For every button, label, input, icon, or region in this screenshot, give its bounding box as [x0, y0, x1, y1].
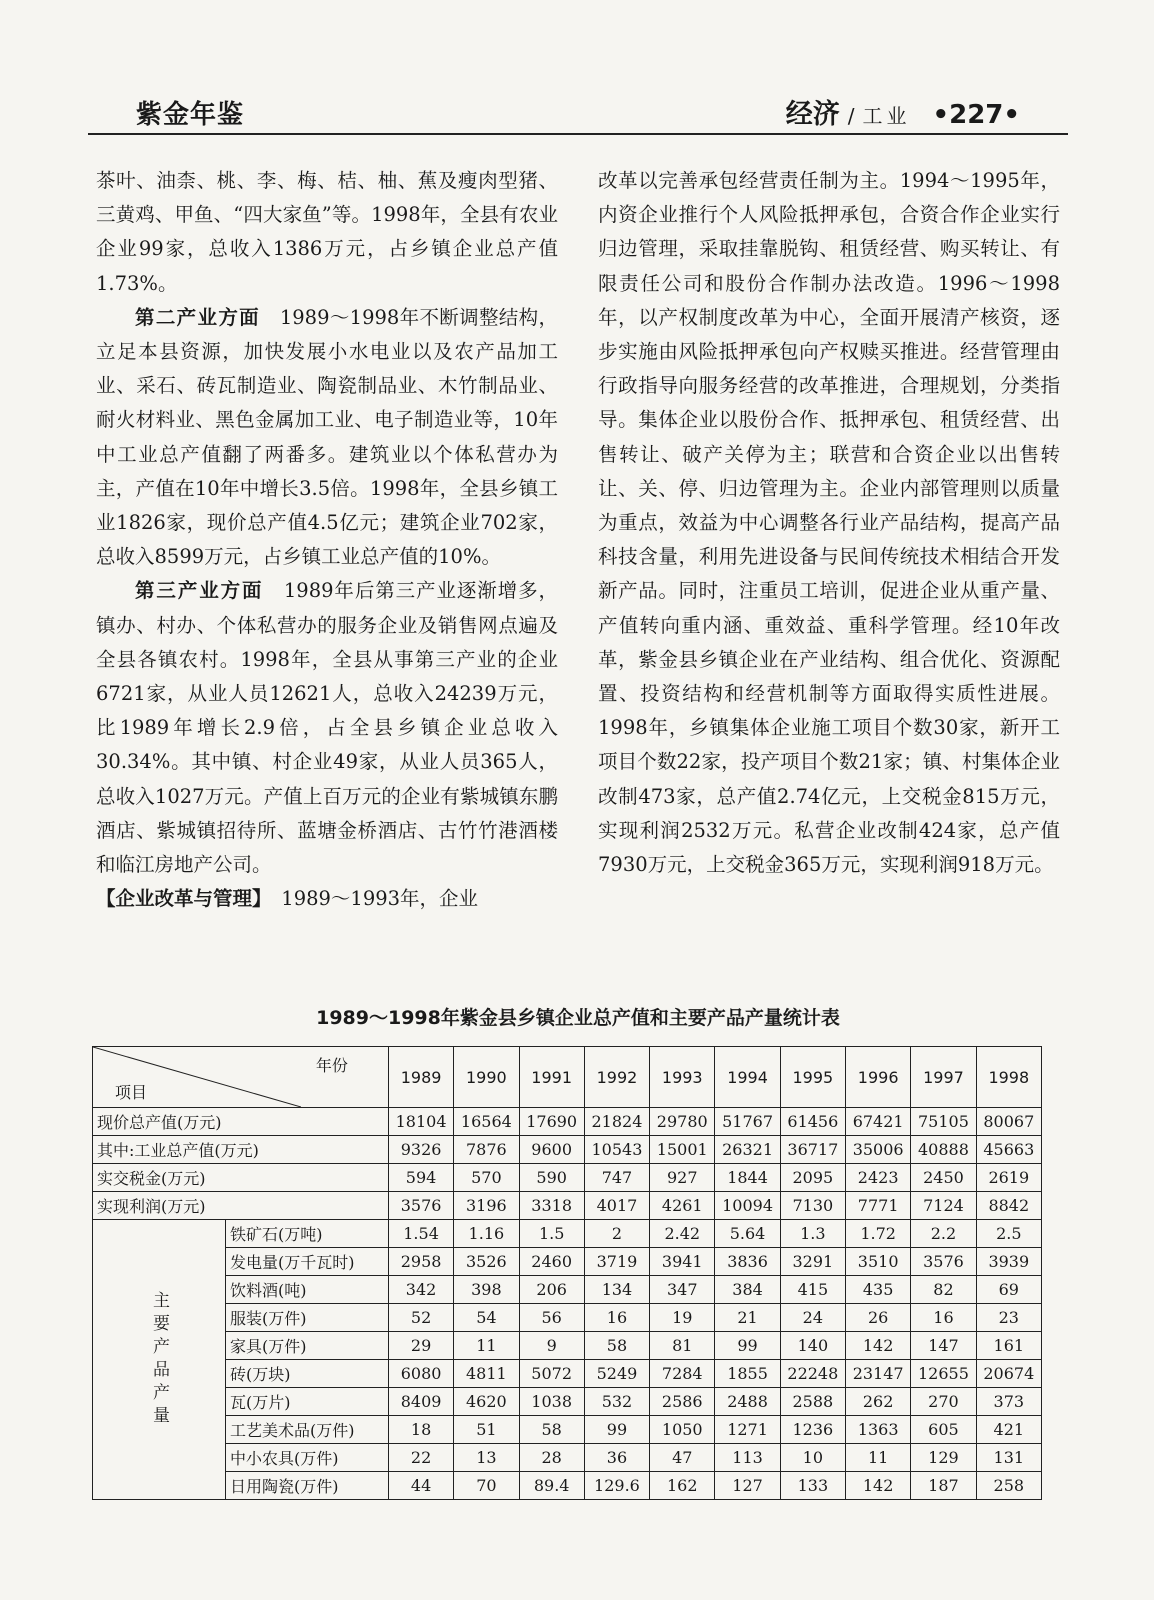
table-cell: 15001	[650, 1136, 715, 1164]
year-header: 1994	[715, 1047, 780, 1108]
table-cell: 7284	[650, 1360, 715, 1388]
table-cell: 20674	[976, 1360, 1041, 1388]
table-cell: 2	[584, 1220, 649, 1248]
table-cell: 262	[846, 1388, 911, 1416]
row-label: 家具(万件)	[226, 1332, 389, 1360]
table-cell: 187	[911, 1472, 976, 1500]
table-cell: 8409	[388, 1388, 453, 1416]
table-cell: 342	[388, 1276, 453, 1304]
table-cell: 22	[388, 1444, 453, 1472]
table-cell: 3836	[715, 1248, 780, 1276]
table-row	[93, 1192, 1042, 1220]
table-cell: 142	[846, 1332, 911, 1360]
year-header: 1989	[388, 1047, 453, 1108]
table-cell: 3196	[454, 1192, 519, 1220]
table-cell: 26321	[715, 1136, 780, 1164]
table-cell: 10094	[715, 1192, 780, 1220]
table-cell: 67421	[846, 1108, 911, 1136]
row-label: 日用陶瓷(万件)	[226, 1472, 389, 1500]
left-column	[96, 164, 558, 916]
table-cell: 3939	[976, 1248, 1041, 1276]
year-header: 1992	[584, 1047, 649, 1108]
table-cell: 140	[780, 1332, 845, 1360]
run-in-heading: 第二产业方面	[135, 305, 261, 329]
table-row	[93, 1276, 1042, 1304]
table-cell: 36	[584, 1444, 649, 1472]
table-cell: 7771	[846, 1192, 911, 1220]
table-cell: 44	[388, 1472, 453, 1500]
table-cell: 570	[454, 1164, 519, 1192]
table-cell: 1236	[780, 1416, 845, 1444]
table-cell: 2.5	[976, 1220, 1041, 1248]
corner-item-label: 项目	[115, 1083, 148, 1102]
row-label: 饮料酒(吨)	[226, 1276, 389, 1304]
table-cell: 16564	[454, 1108, 519, 1136]
section-separator: /	[847, 104, 855, 128]
table-cell: 18104	[388, 1108, 453, 1136]
table-cell: 9	[519, 1332, 584, 1360]
table-cell: 61456	[780, 1108, 845, 1136]
table-cell: 131	[976, 1444, 1041, 1472]
row-label: 现价总产值(万元)	[93, 1108, 389, 1136]
table-row	[93, 1388, 1042, 1416]
table-cell: 3318	[519, 1192, 584, 1220]
table-cell: 5.64	[715, 1220, 780, 1248]
table-cell: 1.16	[454, 1220, 519, 1248]
table-row	[93, 1164, 1042, 1192]
table-cell: 1855	[715, 1360, 780, 1388]
table-cell: 51767	[715, 1108, 780, 1136]
table-cell: 40888	[911, 1136, 976, 1164]
year-header: 1991	[519, 1047, 584, 1108]
table-cell: 2586	[650, 1388, 715, 1416]
table-cell: 2423	[846, 1164, 911, 1192]
row-label: 其中:工业总产值(万元)	[93, 1136, 389, 1164]
year-header: 1996	[846, 1047, 911, 1108]
table-cell: 384	[715, 1276, 780, 1304]
row-label: 中小农具(万件)	[226, 1444, 389, 1472]
table-cell: 51	[454, 1416, 519, 1444]
table-cell: 270	[911, 1388, 976, 1416]
table-cell: 5249	[584, 1360, 649, 1388]
table-cell: 54	[454, 1304, 519, 1332]
table-cell: 10543	[584, 1136, 649, 1164]
table-row	[93, 1304, 1042, 1332]
table-cell: 206	[519, 1276, 584, 1304]
table-cell: 142	[846, 1472, 911, 1500]
table-cell: 4017	[584, 1192, 649, 1220]
row-label: 铁矿石(万吨)	[226, 1220, 389, 1248]
paragraph: 茶叶、油柰、桃、李、梅、桔、柚、蕉及瘦肉型猪、三黄鸡、甲鱼、“四大家鱼”等。1998年，全县有农业企业99家，总收入1386万元，占乡镇企业总产值1.73%。	[96, 169, 558, 295]
table-cell: 2619	[976, 1164, 1041, 1192]
running-head	[786, 92, 1020, 131]
table-cell: 12655	[911, 1360, 976, 1388]
table-cell: 258	[976, 1472, 1041, 1500]
section-title: 经济	[785, 99, 840, 130]
row-label: 砖(万块)	[226, 1360, 389, 1388]
table-cell: 605	[911, 1416, 976, 1444]
table-cell: 81	[650, 1332, 715, 1360]
table-corner-cell	[93, 1047, 389, 1108]
table-cell: 47	[650, 1444, 715, 1472]
table-cell: 1.3	[780, 1220, 845, 1248]
table-row	[93, 1472, 1042, 1500]
table-cell: 3941	[650, 1248, 715, 1276]
table-cell: 590	[519, 1164, 584, 1192]
table-cell: 2450	[911, 1164, 976, 1192]
table-cell: 1271	[715, 1416, 780, 1444]
paragraph	[96, 882, 558, 916]
table-cell: 29	[388, 1332, 453, 1360]
table-cell: 22248	[780, 1360, 845, 1388]
table-cell: 52	[388, 1304, 453, 1332]
table-cell: 129.6	[584, 1472, 649, 1500]
table-cell: 10	[780, 1444, 845, 1472]
table-cell: 3576	[911, 1248, 976, 1276]
statistics-table	[92, 1046, 1042, 1500]
table-cell: 82	[911, 1276, 976, 1304]
table-cell: 3576	[388, 1192, 453, 1220]
table-cell: 134	[584, 1276, 649, 1304]
table-cell: 6080	[388, 1360, 453, 1388]
table-cell: 11	[846, 1444, 911, 1472]
right-column	[598, 164, 1060, 882]
page-header	[88, 92, 1068, 136]
table-cell: 4620	[454, 1388, 519, 1416]
row-label: 服装(万件)	[226, 1304, 389, 1332]
subsection-title: 工业	[862, 104, 911, 128]
row-label: 实交税金(万元)	[93, 1164, 389, 1192]
table-row	[93, 1332, 1042, 1360]
table-cell: 23	[976, 1304, 1041, 1332]
table-cell: 1050	[650, 1416, 715, 1444]
table-row	[93, 1220, 1042, 1248]
table-cell: 532	[584, 1388, 649, 1416]
table-row	[93, 1416, 1042, 1444]
table-cell: 28	[519, 1444, 584, 1472]
table-cell: 70	[454, 1472, 519, 1500]
run-in-heading: 第三产业方面	[135, 579, 264, 603]
table-cell: 373	[976, 1388, 1041, 1416]
table-cell: 1.72	[846, 1220, 911, 1248]
table-cell: 11	[454, 1332, 519, 1360]
row-label: 实现利润(万元)	[93, 1192, 389, 1220]
table-title: 1989～1998年紫金县乡镇企业总产值和主要产品产量统计表	[316, 1007, 840, 1029]
table-cell: 3291	[780, 1248, 845, 1276]
table-cell: 9326	[388, 1136, 453, 1164]
table-cell: 2.42	[650, 1220, 715, 1248]
table-cell: 3526	[454, 1248, 519, 1276]
table-cell: 4261	[650, 1192, 715, 1220]
table-cell: 69	[976, 1276, 1041, 1304]
table-cell: 421	[976, 1416, 1041, 1444]
row-group-label: 主要产品产量	[93, 1220, 226, 1500]
table-cell: 19	[650, 1304, 715, 1332]
table-row	[93, 1108, 1042, 1136]
table-cell: 927	[650, 1164, 715, 1192]
table-cell: 594	[388, 1164, 453, 1192]
table-cell: 16	[911, 1304, 976, 1332]
table-cell: 3510	[846, 1248, 911, 1276]
table-cell: 75105	[911, 1108, 976, 1136]
table-cell: 398	[454, 1276, 519, 1304]
table-cell: 36717	[780, 1136, 845, 1164]
table-cell: 5072	[519, 1360, 584, 1388]
table-row	[93, 1136, 1042, 1164]
table-cell: 21824	[584, 1108, 649, 1136]
table-cell: 1363	[846, 1416, 911, 1444]
table-cell: 347	[650, 1276, 715, 1304]
year-header: 1990	[454, 1047, 519, 1108]
table-row	[93, 1444, 1042, 1472]
table-cell: 2.2	[911, 1220, 976, 1248]
table-cell: 1038	[519, 1388, 584, 1416]
table-cell: 3719	[584, 1248, 649, 1276]
row-label: 瓦(万片)	[226, 1388, 389, 1416]
table-cell: 7876	[454, 1136, 519, 1164]
table-cell: 9600	[519, 1136, 584, 1164]
table-cell: 17690	[519, 1108, 584, 1136]
table-cell: 8842	[976, 1192, 1041, 1220]
paragraph-text: 1989年后第三产业逐渐增多，镇办、村办、个体私营办的服务企业及销售网点遍及全县各镇农村。1998年，全县从事第三产业的企业6721家，从业人员12621人，总收入24239万元，比1989年增长2.9倍，占全县乡镇企业总收入30.34%。其中镇、村企业49家，从业人员365人，总收入1027万元。产值上百万元的企业有紫城镇东鹏酒店、紫城镇招待所、蓝塘金桥酒店、古竹竹港酒楼和临江房地产公司。	[96, 579, 558, 877]
row-label: 工艺美术品(万件)	[226, 1416, 389, 1444]
table-cell: 1.54	[388, 1220, 453, 1248]
section-heading: 【企业改革与管理】	[96, 887, 262, 911]
table-row	[93, 1360, 1042, 1388]
table-cell: 1.5	[519, 1220, 584, 1248]
table-cell: 13	[454, 1444, 519, 1472]
table-cell: 99	[584, 1416, 649, 1444]
table-cell: 29780	[650, 1108, 715, 1136]
table-cell: 2488	[715, 1388, 780, 1416]
table-body	[93, 1108, 1042, 1500]
table-cell: 747	[584, 1164, 649, 1192]
table-cell: 2460	[519, 1248, 584, 1276]
table-cell: 161	[976, 1332, 1041, 1360]
table-cell: 45663	[976, 1136, 1041, 1164]
table-header-row	[93, 1047, 1042, 1108]
table-cell: 435	[846, 1276, 911, 1304]
page-number: •227•	[932, 100, 1020, 130]
table-cell: 162	[650, 1472, 715, 1500]
table-cell: 133	[780, 1472, 845, 1500]
table-cell: 58	[519, 1416, 584, 1444]
table-cell: 4811	[454, 1360, 519, 1388]
table-cell: 113	[715, 1444, 780, 1472]
table-cell: 80067	[976, 1108, 1041, 1136]
table-cell: 23147	[846, 1360, 911, 1388]
table-cell: 147	[911, 1332, 976, 1360]
table-cell: 2958	[388, 1248, 453, 1276]
table-cell: 7124	[911, 1192, 976, 1220]
table-cell: 26	[846, 1304, 911, 1332]
table-cell: 16	[584, 1304, 649, 1332]
paragraph-text: 1989～1993年，企业	[281, 887, 479, 911]
table-cell: 56	[519, 1304, 584, 1332]
table-cell: 89.4	[519, 1472, 584, 1500]
paragraph: 改革以完善承包经营责任制为主。1994～1995年，内资企业推行个人风险抵押承包，合资合作企业实行归边管理，采取挂靠脱钩、租赁经营、购买转让、有限责任公司和股份合作制办法改造。1996～1998年，以产权制度改革为中心，全面开展清产核资，逐步实施由风险抵押承包向产权赎买推进。经营管理由行政指导向服务经营的改革推进，合理规划，分类指导。集体企业以股份合作、抵押承包、租赁经营、出售转让、破产关停为主；联营和合资企业以出售转让、关、停、归边管理为主。企业内部管理则以质量为重点，效益为中心调整各行业产品结构，提高产品科技含量，利用先进设备与民间传统技术相结合开发新产品。同时，注重员工培训，促进企业从重产量、产值转向重内涵、重效益、重科学管理。经10年改革，紫金县乡镇企业在产业结构、组合优化、资源配置、投资结构和经营机制等方面取得实质性进展。1998年，乡镇集体企业施工项目个数30家，新开工项目个数22家，投产项目个数21家；镇、村集体企业改制473家，总产值2.74亿元，上交税金815万元，实现利润2532万元。私营企业改制424家，总产值7930万元，上交税金365万元，实现利润918万元。	[598, 169, 1060, 877]
table-cell: 99	[715, 1332, 780, 1360]
table-cell: 18	[388, 1416, 453, 1444]
table-cell: 35006	[846, 1136, 911, 1164]
paragraph	[96, 574, 558, 882]
table-cell: 24	[780, 1304, 845, 1332]
table-cell: 415	[780, 1276, 845, 1304]
paragraph	[96, 301, 558, 575]
table-cell: 2095	[780, 1164, 845, 1192]
corner-year-label: 年份	[315, 1056, 348, 1075]
table-cell: 127	[715, 1472, 780, 1500]
year-header: 1997	[911, 1047, 976, 1108]
table-cell: 129	[911, 1444, 976, 1472]
table-cell: 21	[715, 1304, 780, 1332]
row-label: 发电量(万千瓦时)	[226, 1248, 389, 1276]
table-cell: 1844	[715, 1164, 780, 1192]
table-cell: 58	[584, 1332, 649, 1360]
header-rule	[88, 133, 1068, 135]
year-header: 1998	[976, 1047, 1041, 1108]
table-row	[93, 1248, 1042, 1276]
year-header: 1995	[780, 1047, 845, 1108]
paragraph-text: 1989～1998年不断调整结构，立足本县资源，加快发展小水电业以及农产品加工业、采石、砖瓦制造业、陶瓷制品业、木竹制品业、耐火材料业、黑色金属加工业、电子制造业等，10年中工业总产值翻了两番多。建筑业以个体私营办为主，产值在10年中增长3.5倍。1998年，全县乡镇工业1826家，现价总产值4.5亿元；建筑企业702家，总收入8599万元，占乡镇工业总产值的10%。	[96, 305, 558, 569]
table-cell: 7130	[780, 1192, 845, 1220]
book-title: 紫金年鉴	[136, 100, 245, 130]
table-cell: 2588	[780, 1388, 845, 1416]
year-header: 1993	[650, 1047, 715, 1108]
